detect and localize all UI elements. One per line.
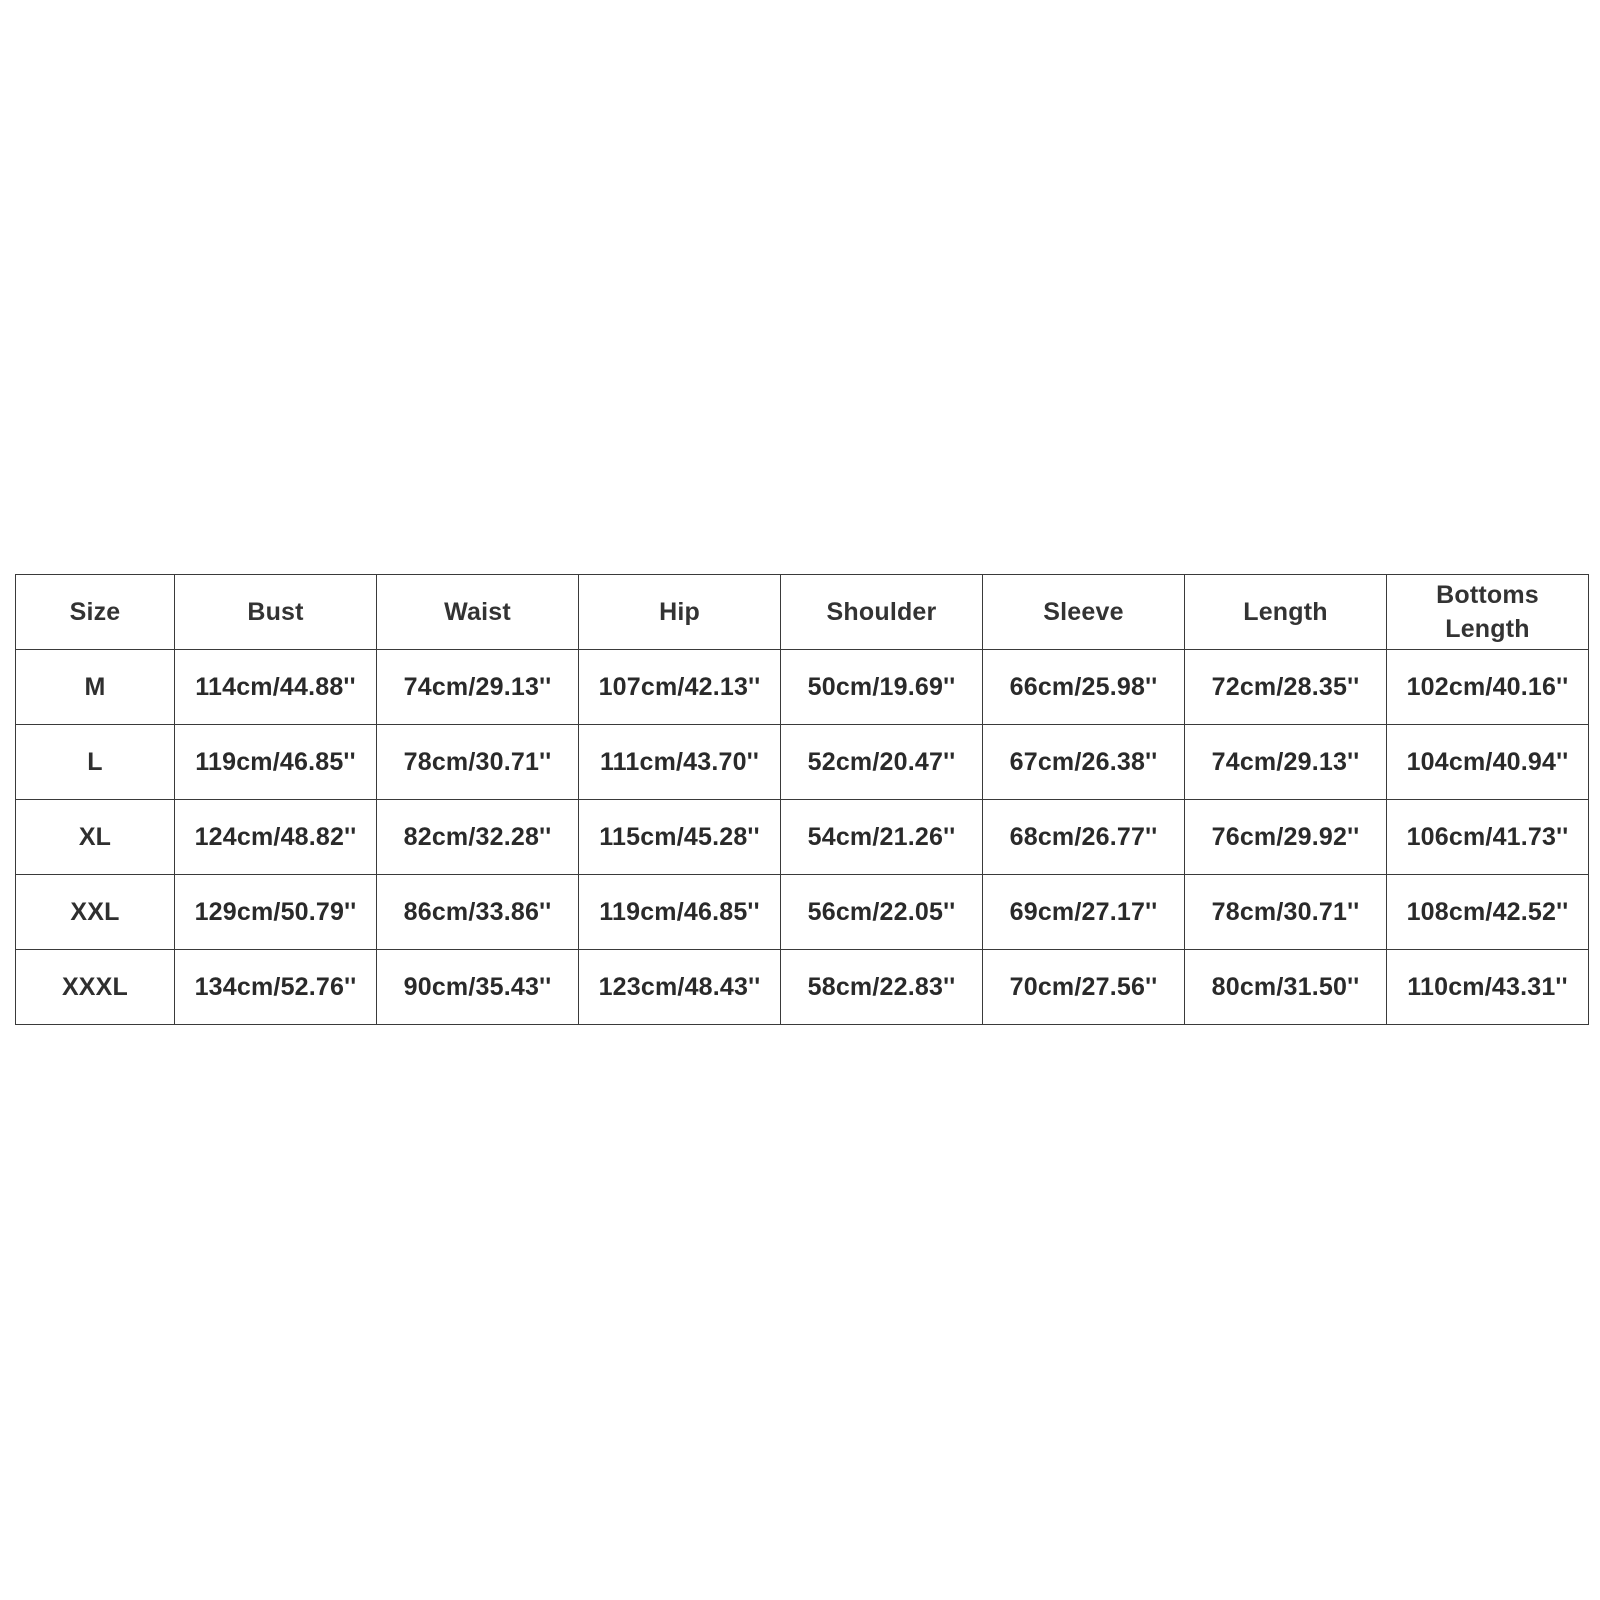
header-row — [16, 575, 1589, 650]
cell-bust: 129cm/50.79'' — [175, 875, 377, 950]
cell-size: M — [16, 650, 175, 725]
cell-size: XXXL — [16, 950, 175, 1025]
cell-shoulder: 56cm/22.05'' — [781, 875, 983, 950]
cell-bust: 119cm/46.85'' — [175, 725, 377, 800]
cell-waist: 82cm/32.28'' — [377, 800, 579, 875]
cell-hip: 119cm/46.85'' — [579, 875, 781, 950]
cell-sleeve: 67cm/26.38'' — [983, 725, 1185, 800]
cell-hip: 111cm/43.70'' — [579, 725, 781, 800]
table-row — [16, 800, 1589, 875]
table-row — [16, 875, 1589, 950]
cell-bottoms-length: 102cm/40.16'' — [1387, 650, 1589, 725]
cell-bottoms-length: 110cm/43.31'' — [1387, 950, 1589, 1025]
cell-waist: 86cm/33.86'' — [377, 875, 579, 950]
header-bust: Bust — [175, 575, 377, 650]
header-size: Size — [16, 575, 175, 650]
cell-bust: 124cm/48.82'' — [175, 800, 377, 875]
header-bottoms-length-line1: Bottoms — [1436, 581, 1539, 609]
cell-bottoms-length: 106cm/41.73'' — [1387, 800, 1589, 875]
cell-bust: 114cm/44.88'' — [175, 650, 377, 725]
cell-bust: 134cm/52.76'' — [175, 950, 377, 1025]
cell-sleeve: 68cm/26.77'' — [983, 800, 1185, 875]
cell-shoulder: 54cm/21.26'' — [781, 800, 983, 875]
cell-length: 78cm/30.71'' — [1185, 875, 1387, 950]
cell-waist: 74cm/29.13'' — [377, 650, 579, 725]
table-row — [16, 650, 1589, 725]
cell-hip: 123cm/48.43'' — [579, 950, 781, 1025]
cell-sleeve: 70cm/27.56'' — [983, 950, 1185, 1025]
header-shoulder: Shoulder — [781, 575, 983, 650]
cell-shoulder: 50cm/19.69'' — [781, 650, 983, 725]
cell-shoulder: 52cm/20.47'' — [781, 725, 983, 800]
cell-size: XL — [16, 800, 175, 875]
header-length: Length — [1185, 575, 1387, 650]
header-hip: Hip — [579, 575, 781, 650]
header-bottoms-length-line2: Length — [1445, 615, 1530, 643]
cell-size: L — [16, 725, 175, 800]
cell-sleeve: 69cm/27.17'' — [983, 875, 1185, 950]
cell-waist: 90cm/35.43'' — [377, 950, 579, 1025]
cell-shoulder: 58cm/22.83'' — [781, 950, 983, 1025]
cell-bottoms-length: 108cm/42.52'' — [1387, 875, 1589, 950]
cell-hip: 115cm/45.28'' — [579, 800, 781, 875]
table-row — [16, 950, 1589, 1025]
cell-size: XXL — [16, 875, 175, 950]
cell-bottoms-length: 104cm/40.94'' — [1387, 725, 1589, 800]
header-waist: Waist — [377, 575, 579, 650]
cell-waist: 78cm/30.71'' — [377, 725, 579, 800]
table-row — [16, 725, 1589, 800]
cell-length: 80cm/31.50'' — [1185, 950, 1387, 1025]
size-chart-table — [15, 574, 1589, 1025]
cell-length: 72cm/28.35'' — [1185, 650, 1387, 725]
cell-sleeve: 66cm/25.98'' — [983, 650, 1185, 725]
header-bottoms-length — [1387, 575, 1589, 650]
header-sleeve: Sleeve — [983, 575, 1185, 650]
cell-hip: 107cm/42.13'' — [579, 650, 781, 725]
cell-length: 74cm/29.13'' — [1185, 725, 1387, 800]
cell-length: 76cm/29.92'' — [1185, 800, 1387, 875]
